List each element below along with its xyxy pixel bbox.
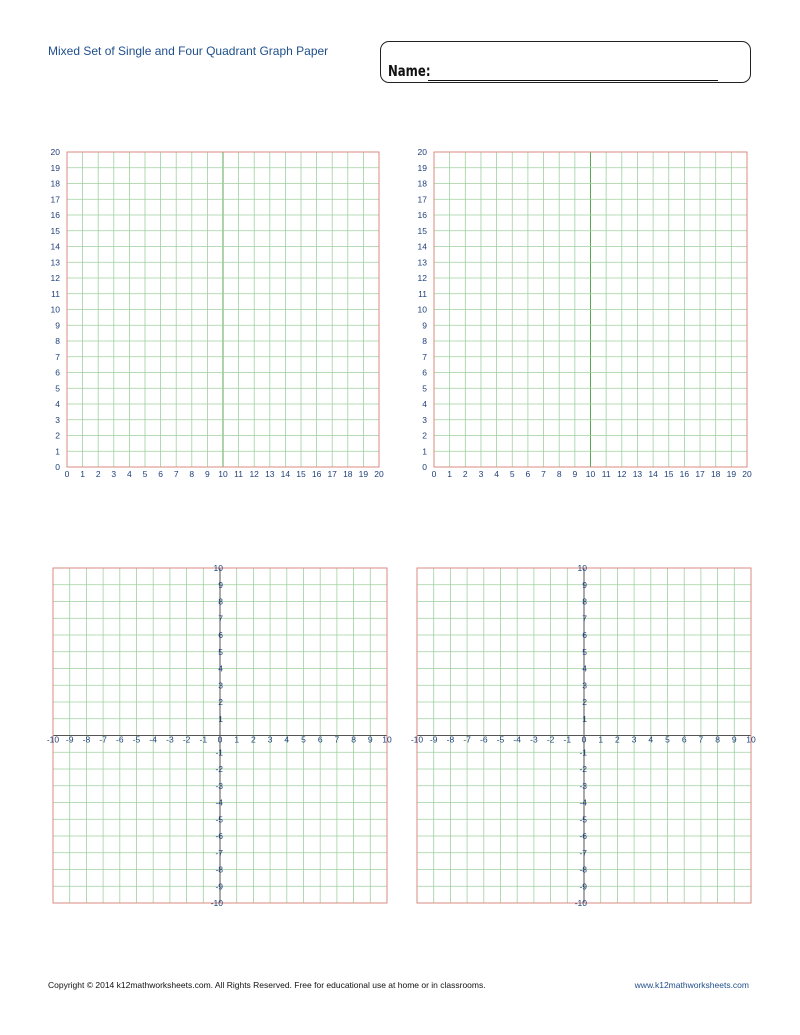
x-tick-label: 12 <box>249 469 259 479</box>
y-tick-label: 1 <box>422 446 427 457</box>
y-tick-label: -9 <box>215 881 223 892</box>
y-tick-label: 15 <box>50 225 60 236</box>
y-tick-label: 2 <box>582 697 587 707</box>
page-title: Mixed Set of Single and Four Quadrant Graph Paper <box>48 44 329 58</box>
y-tick-label: 17 <box>50 194 60 205</box>
x-tick-label: 2 <box>95 469 101 479</box>
y-tick-label: 8 <box>218 596 223 607</box>
y-tick-label: 6 <box>422 367 427 378</box>
y-tick-label: 1 <box>55 446 60 457</box>
x-tick-label: 17 <box>327 469 337 479</box>
x-tick-label: -7 <box>99 734 107 745</box>
x-tick-label: 4 <box>648 734 654 745</box>
y-tick-label: 6 <box>218 630 223 640</box>
x-tick-label: 15 <box>296 469 306 479</box>
y-tick-label: 9 <box>422 320 427 331</box>
y-tick-label: 2 <box>55 430 60 441</box>
x-tick-label: 0 <box>217 734 223 745</box>
y-tick-label: -3 <box>215 780 223 791</box>
x-tick-label: -1 <box>563 734 572 745</box>
y-tick-label: 13 <box>417 257 427 268</box>
y-tick-label: 8 <box>55 336 60 346</box>
y-tick-label: 5 <box>218 646 223 657</box>
x-tick-label: 13 <box>632 469 643 479</box>
y-tick-label: 7 <box>218 613 223 624</box>
footer-copyright: Copyright © 2014 k12mathworksheets.com. All Rights Reserved. Free for educational use at home or in classrooms. <box>48 980 486 990</box>
y-tick-label: 8 <box>422 336 427 346</box>
y-tick-label: 4 <box>582 663 587 674</box>
y-tick-label: -2 <box>579 764 587 774</box>
y-tick-label: 7 <box>422 351 427 362</box>
y-tick-label: 7 <box>582 613 587 624</box>
y-tick-label: 3 <box>582 680 587 691</box>
x-tick-label: 9 <box>367 734 373 745</box>
x-tick-label: -2 <box>546 734 555 745</box>
x-tick-label: 20 <box>742 469 752 479</box>
x-tick-label: 2 <box>462 469 468 479</box>
x-tick-label: -6 <box>116 734 124 745</box>
x-tick-label: 1 <box>447 469 453 479</box>
x-tick-label: -5 <box>496 734 505 745</box>
y-tick-label: -1 <box>215 747 223 758</box>
x-tick-label: 2 <box>251 734 256 745</box>
y-tick-label: 3 <box>55 414 60 425</box>
y-tick-label: -1 <box>579 747 587 758</box>
x-tick-label: 7 <box>698 734 704 745</box>
y-tick-label: 10 <box>577 563 587 573</box>
y-tick-label: 9 <box>218 579 223 590</box>
x-tick-label: 1 <box>234 734 240 745</box>
y-tick-label: 12 <box>417 273 427 283</box>
x-tick-label: 5 <box>142 469 148 479</box>
y-tick-label: 11 <box>51 288 60 299</box>
x-tick-label: 5 <box>665 734 670 745</box>
x-tick-label: 10 <box>746 734 756 745</box>
y-tick-label: 11 <box>418 288 427 299</box>
y-tick-label: 19 <box>50 162 60 173</box>
y-tick-label: -4 <box>215 797 223 808</box>
x-tick-label: 7 <box>173 469 179 479</box>
y-tick-label: -10 <box>574 898 587 908</box>
x-tick-label: 1 <box>598 734 604 745</box>
x-tick-label: 14 <box>280 469 291 479</box>
x-tick-label: 0 <box>431 469 437 479</box>
x-tick-label: 5 <box>509 469 515 479</box>
x-tick-label: -6 <box>480 734 488 745</box>
x-tick-label: 6 <box>525 469 531 479</box>
y-tick-label: -6 <box>215 831 223 841</box>
x-tick-label: 8 <box>715 734 720 745</box>
y-tick-label: 10 <box>213 563 223 573</box>
x-tick-label: -5 <box>132 734 141 745</box>
x-tick-label: 3 <box>478 469 484 479</box>
x-tick-label: 3 <box>631 734 637 745</box>
y-tick-label: 20 <box>50 147 60 157</box>
x-tick-label: 6 <box>158 469 163 479</box>
x-tick-label: 12 <box>617 469 627 479</box>
x-tick-label: 18 <box>343 469 353 479</box>
x-tick-label: 10 <box>382 734 392 745</box>
y-tick-label: 4 <box>218 663 223 674</box>
x-tick-label: 13 <box>265 469 275 479</box>
x-tick-label: 11 <box>234 469 244 479</box>
y-tick-label: 6 <box>55 367 60 378</box>
y-tick-label: 0 <box>55 462 60 472</box>
x-tick-label: 0 <box>581 734 587 745</box>
x-tick-label: 16 <box>311 469 322 479</box>
y-tick-label: 4 <box>422 399 427 409</box>
y-tick-label: 9 <box>582 579 587 590</box>
y-tick-label: 15 <box>417 225 427 236</box>
y-tick-label: 6 <box>582 630 587 640</box>
x-tick-label: -1 <box>199 734 208 745</box>
x-tick-label: 17 <box>695 469 705 479</box>
x-tick-label: 19 <box>726 469 737 479</box>
x-tick-label: 8 <box>351 734 356 745</box>
x-tick-label: 18 <box>710 469 721 479</box>
y-tick-label: 18 <box>50 178 60 189</box>
x-tick-label: -10 <box>410 734 424 745</box>
y-tick-label: 4 <box>55 399 60 409</box>
y-tick-label: -5 <box>215 814 223 825</box>
x-tick-label: 7 <box>541 469 546 479</box>
y-tick-label: 0 <box>422 462 427 472</box>
x-tick-label: 8 <box>189 469 195 479</box>
x-tick-label: 6 <box>681 734 687 745</box>
x-tick-label: 7 <box>334 734 340 745</box>
y-tick-label: 20 <box>417 147 427 157</box>
x-tick-label: -2 <box>182 734 191 745</box>
y-tick-label: 16 <box>50 210 60 220</box>
y-tick-label: 3 <box>422 414 427 425</box>
y-tick-label: -7 <box>215 847 223 858</box>
x-tick-label: 9 <box>205 469 210 479</box>
y-tick-label: 13 <box>50 257 60 268</box>
x-tick-label: -10 <box>46 734 60 745</box>
y-tick-label: 16 <box>417 210 427 220</box>
x-tick-label: 2 <box>615 734 620 745</box>
y-tick-label: 17 <box>417 194 427 205</box>
x-tick-label: 19 <box>358 469 369 479</box>
y-tick-label: -4 <box>579 797 587 808</box>
y-tick-label: 12 <box>50 273 60 283</box>
x-tick-label: 4 <box>127 469 132 479</box>
x-tick-label: 6 <box>317 734 323 745</box>
x-tick-label: -4 <box>149 734 157 745</box>
x-tick-label: 16 <box>679 469 690 479</box>
x-tick-label: 3 <box>111 469 117 479</box>
x-tick-label: 11 <box>601 469 611 479</box>
y-tick-label: 10 <box>50 304 60 315</box>
y-tick-label: 9 <box>55 320 60 331</box>
y-tick-label: -6 <box>579 831 587 841</box>
y-tick-label: -10 <box>210 898 223 908</box>
x-tick-label: -9 <box>65 734 74 745</box>
x-tick-label: -9 <box>429 734 438 745</box>
y-tick-label: -7 <box>579 847 587 858</box>
y-tick-label: -8 <box>579 864 587 875</box>
x-tick-label: 9 <box>572 469 578 479</box>
y-tick-label: 18 <box>417 178 427 189</box>
y-tick-label: -8 <box>215 864 223 875</box>
y-tick-label: 14 <box>417 241 427 252</box>
y-tick-label: 14 <box>50 241 60 252</box>
x-tick-label: -8 <box>82 734 91 745</box>
y-tick-label: -2 <box>215 764 223 774</box>
x-tick-label: -8 <box>446 734 455 745</box>
x-tick-label: -3 <box>166 734 174 745</box>
y-tick-label: -9 <box>579 881 587 892</box>
y-tick-label: 1 <box>218 713 223 724</box>
x-tick-label: 5 <box>301 734 306 745</box>
y-tick-label: 19 <box>417 162 427 173</box>
x-tick-label: 0 <box>64 469 70 479</box>
y-tick-label: 2 <box>422 430 427 441</box>
x-tick-label: 3 <box>267 734 273 745</box>
y-tick-label: -3 <box>579 780 587 791</box>
x-tick-label: 4 <box>494 469 499 479</box>
y-tick-label: 1 <box>582 713 587 724</box>
y-tick-label: 2 <box>218 697 223 707</box>
x-tick-label: 9 <box>731 734 737 745</box>
x-tick-label: -7 <box>463 734 471 745</box>
x-tick-label: -4 <box>513 734 521 745</box>
y-tick-label: 8 <box>582 596 587 607</box>
x-tick-label: 8 <box>556 469 562 479</box>
x-tick-label: 15 <box>664 469 674 479</box>
y-tick-label: 5 <box>55 383 60 394</box>
y-tick-label: 5 <box>582 646 587 657</box>
footer-website-link[interactable]: www.k12mathworksheets.com <box>634 980 749 990</box>
x-tick-label: 20 <box>374 469 384 479</box>
y-tick-label: 7 <box>55 351 60 362</box>
x-tick-label: -3 <box>530 734 538 745</box>
y-tick-label: 3 <box>218 680 223 691</box>
name-label: Name: <box>388 62 431 80</box>
x-tick-label: 4 <box>284 734 290 745</box>
x-tick-label: 1 <box>80 469 85 479</box>
x-tick-label: 10 <box>585 469 596 479</box>
y-tick-label: 10 <box>417 304 427 315</box>
y-tick-label: 5 <box>422 383 427 394</box>
x-tick-label: 10 <box>218 469 228 479</box>
y-tick-label: -5 <box>579 814 587 825</box>
x-tick-label: 14 <box>648 469 658 479</box>
